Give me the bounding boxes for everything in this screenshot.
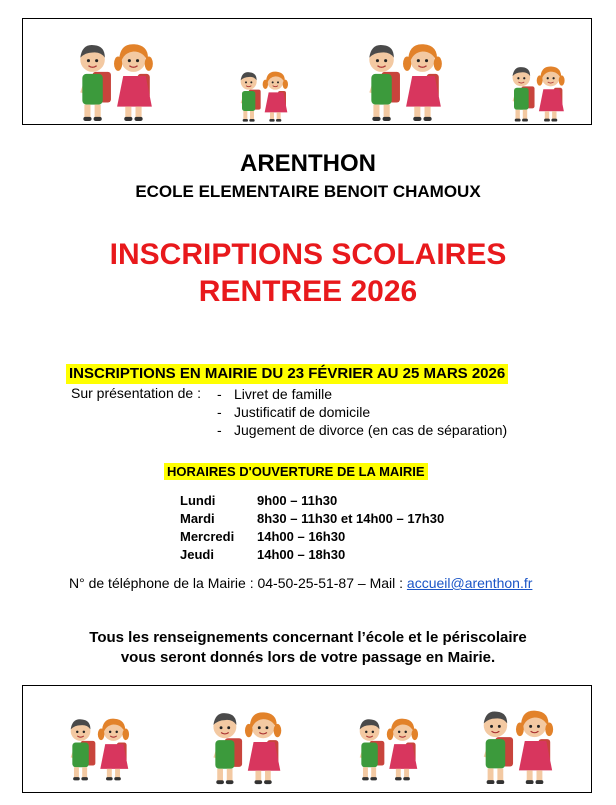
town-name: ARENTHON [240, 150, 376, 177]
hours-time: 14h00 – 16h30 [257, 529, 346, 544]
list-item [217, 403, 507, 421]
hours-title: HORAIRES D'OUVERTURE DE LA MAIRIE [164, 463, 428, 480]
hours-row [180, 492, 444, 510]
hours-day: Mardi [180, 511, 215, 526]
hours-day: Lundi [180, 493, 216, 508]
document-item: Jugement de divorce (en cas de séparation) [234, 422, 508, 438]
list-dash: - [217, 386, 222, 402]
closing-note [0, 628, 616, 668]
headline-line-1: INSCRIPTIONS SCOLAIRES [109, 238, 507, 271]
hours-day: Mercredi [180, 529, 235, 544]
hours-day: Jeudi [180, 547, 214, 562]
list-item [217, 421, 507, 439]
document-item: Justificatif de domicile [234, 404, 371, 420]
email-link[interactable]: accueil@arenthon.fr [406, 575, 533, 591]
children-illustration-icon [67, 31, 159, 123]
document-item: Livret de famille [234, 386, 333, 402]
hours-row [180, 528, 444, 546]
hours-time: 14h00 – 18h30 [257, 547, 346, 562]
school-name: ECOLE ELEMENTAIRE BENOIT CHAMOUX [135, 182, 481, 201]
children-illustration-icon [350, 708, 422, 782]
children-illustration-icon [201, 700, 287, 786]
contact-line [69, 575, 532, 591]
list-item [217, 385, 507, 403]
documents-intro: Sur présentation de : [71, 385, 201, 401]
closing-line-1: Tous les renseignements concernant l’école et le périscolaire [89, 629, 527, 646]
headline-line-2: RENTREE 2026 [198, 275, 418, 308]
list-dash: - [217, 422, 222, 438]
contact-text: N° de téléphone de la Mairie : 04-50-25-51-87 – Mail : [69, 575, 407, 591]
hours-row [180, 546, 444, 564]
hours-time: 9h00 – 11h30 [257, 493, 338, 508]
top-illustration-banner [22, 18, 592, 125]
hours-table [180, 492, 444, 564]
children-illustration-icon [231, 63, 293, 123]
children-illustration-icon [471, 698, 559, 786]
children-illustration-icon [61, 708, 133, 782]
closing-line-2: vous seront donnés lors de votre passage en Mairie. [120, 649, 496, 666]
children-illustration-icon [356, 31, 448, 123]
hours-time: 8h30 – 11h30 et 14h00 – 17h30 [257, 511, 445, 526]
children-illustration-icon [503, 57, 569, 123]
documents-list [217, 385, 507, 439]
bottom-illustration-banner [22, 685, 592, 793]
list-dash: - [217, 404, 222, 420]
registration-dates: INSCRIPTIONS EN MAIRIE DU 23 FÉVRIER AU 25 MARS 2026 [66, 364, 508, 384]
hours-row [180, 510, 444, 528]
